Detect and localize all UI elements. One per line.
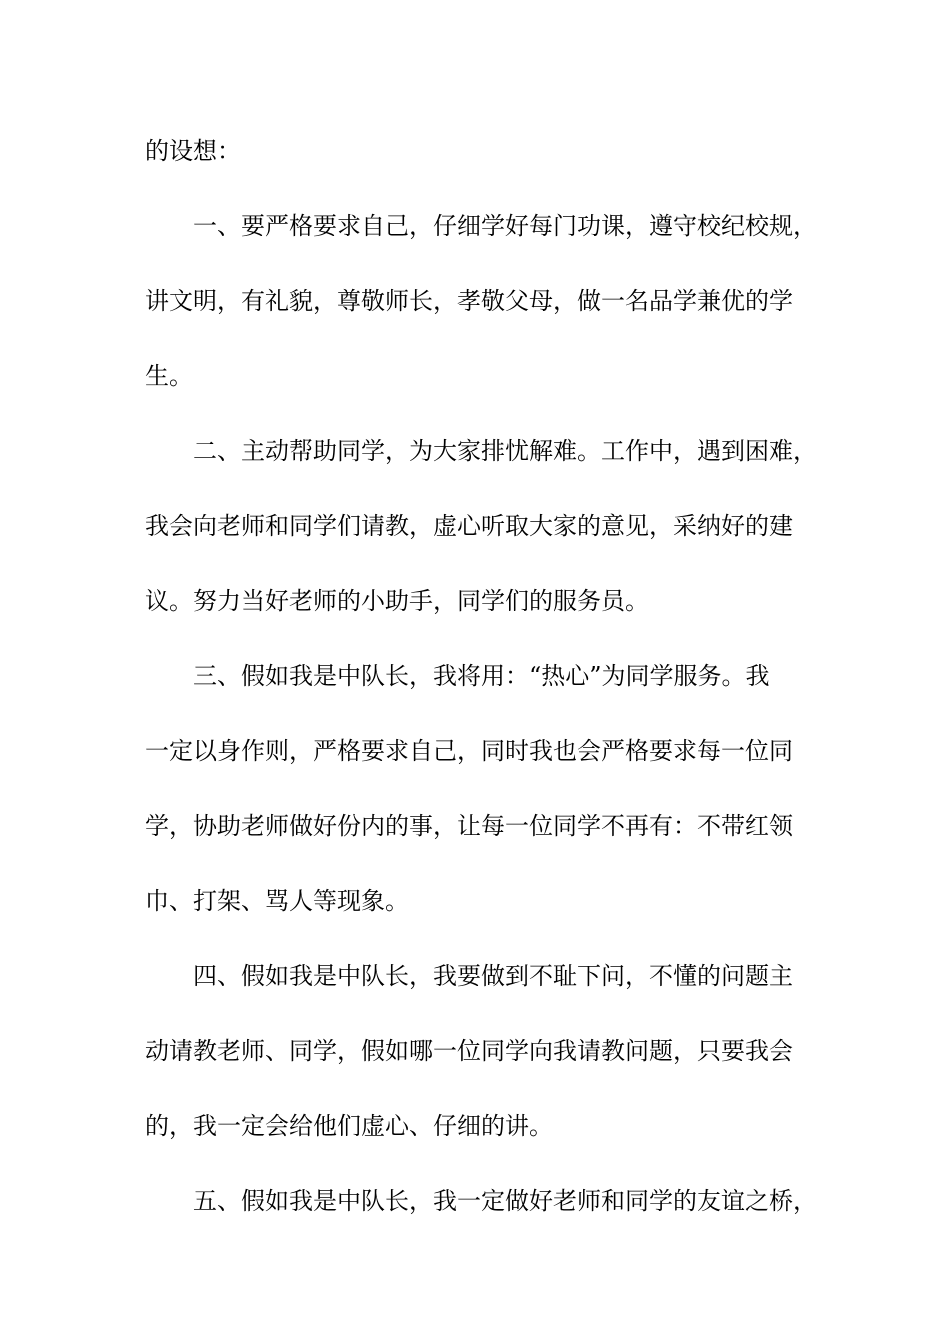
paragraph-start-line: 四、假如我是中队长，我要做到不耻下问，不懂的问题主 xyxy=(193,962,793,990)
text-line: 讲文明，有礼貌，尊敬师长，孝敬父母，做一名品学兼优的学 xyxy=(145,287,793,315)
text-line: 一定以身作则，严格要求自己，同时我也会严格要求每一位同 xyxy=(145,737,793,765)
text-line: 生。 xyxy=(145,362,193,390)
paragraph-start-line: 三、假如我是中队长，我将用：“热心”为同学服务。我 xyxy=(193,662,770,690)
paragraph-start-line: 二、主动帮助同学，为大家排忧解难。工作中，遇到困难， xyxy=(193,437,817,465)
text-line: 巾、打架、骂人等现象。 xyxy=(145,887,409,915)
paragraph-start-line: 五、假如我是中队长，我一定做好老师和同学的友谊之桥， xyxy=(193,1187,817,1215)
text-line: 的设想： xyxy=(145,137,241,165)
document-body xyxy=(145,127,820,1252)
paragraph-start-line: 一、要严格要求自己，仔细学好每门功课，遵守校纪校规， xyxy=(193,212,817,240)
text-line: 学，协助老师做好份内的事，让每一位同学不再有：不带红领 xyxy=(145,812,793,840)
text-line: 的，我一定会给他们虚心、仔细的讲。 xyxy=(145,1112,553,1140)
text-line: 议。努力当好老师的小助手，同学们的服务员。 xyxy=(145,587,649,615)
text-line: 动请教老师、同学，假如哪一位同学向我请教问题，只要我会 xyxy=(145,1037,793,1065)
text-line: 我会向老师和同学们请教，虚心听取大家的意见，采纳好的建 xyxy=(145,512,793,540)
